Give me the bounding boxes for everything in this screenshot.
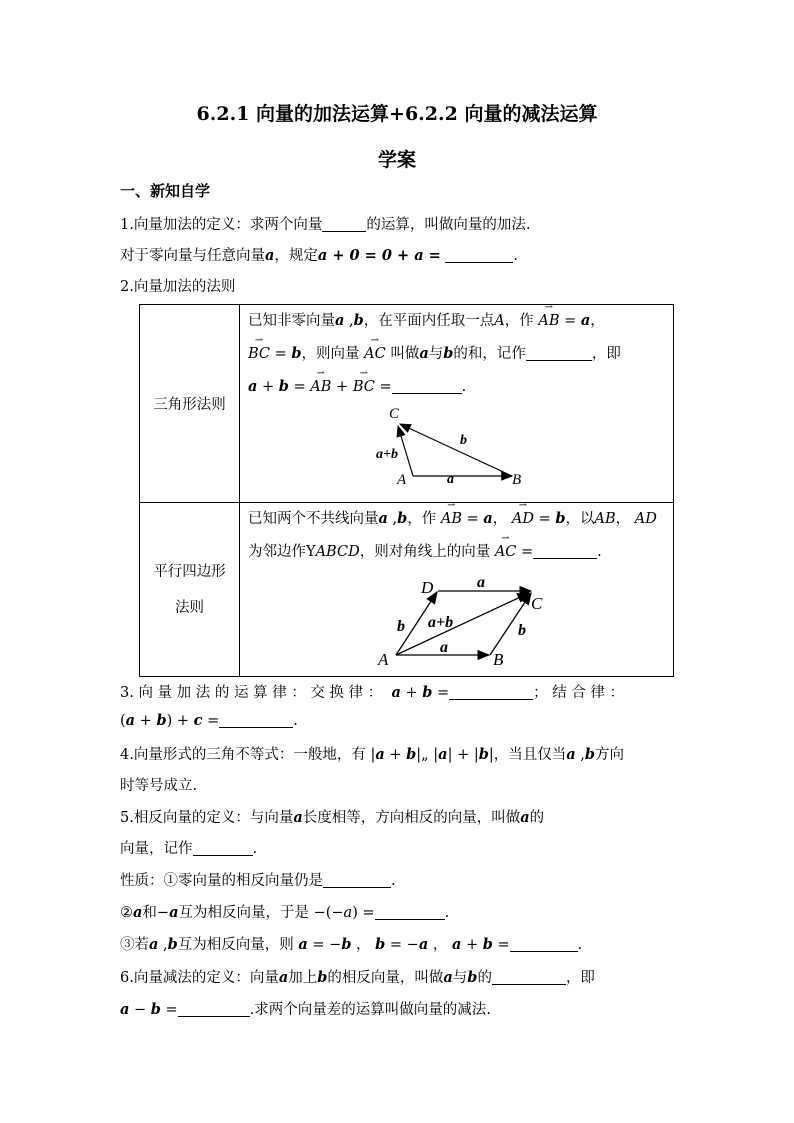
answer-blank[interactable]: [526, 346, 592, 361]
opposite-line-1: 5.相反向量的定义：与向量a长度相等，方向相反的向量，叫做a的: [120, 809, 545, 826]
answer-blank[interactable]: [219, 713, 293, 728]
triangle-line-1: 已知非零向量a ,b，在平面内任取一点A，作 AB ⇀ = a，: [248, 307, 667, 340]
vector-label-a-top: a: [477, 574, 485, 591]
parallelogram-diagram: [371, 571, 571, 671]
answer-blank[interactable]: [533, 544, 597, 559]
vector-label-b: b: [460, 433, 467, 448]
inequality-line-2: 时等号成立.: [120, 778, 198, 794]
vector-label-b-left: b: [397, 618, 405, 635]
answer-blank[interactable]: [323, 873, 391, 888]
vertex-label-a: A: [397, 472, 407, 488]
law-line-2: (a + b) + c = .: [120, 712, 298, 729]
parallelogram-rule-body: [240, 503, 674, 677]
inequality-line-1: 4.向量形式的三角不等式：一般地，有 |a + b|„ |a| + |b|，当且仅当a ,b方向: [120, 746, 625, 763]
subtraction-line-2: a − b = .求两个向量差的运算叫做向量的减法.: [120, 1001, 491, 1018]
triangle-rule-name: 三角形法则: [140, 305, 240, 503]
law-line-1: 3. 向 量 加 法 的 运 算 律 ： 交 换 律 ： a + b = ； 结 合 律 ：: [120, 684, 625, 701]
answer-blank[interactable]: [375, 905, 445, 920]
triangle-line-2: BC ⇀ = b，则向量 AC ⇀ 叫做a与b的和，记作 ，即: [248, 340, 667, 373]
vector-label-a: a: [447, 472, 454, 487]
definition-line-1: 1.向量加法的定义：求两个向量 的运算，叫做向量的加法.: [120, 217, 531, 233]
vertex-label-c: C: [531, 594, 543, 613]
answer-blank[interactable]: [193, 841, 253, 856]
subtraction-line-1: 6.向量减法的定义：向量a加上b的相反向量，叫做a与b的 ，即: [120, 969, 595, 986]
property-line-2: ②a和−a互为相反向量，于是 −(−a) = .: [120, 904, 450, 921]
triangle-line-3: a + b = AB ⇀ + BC ⇀ = .: [248, 373, 667, 406]
property-line-1: 性质：①零向量的相反向量仍是 .: [120, 873, 396, 889]
triangle-diagram: [376, 406, 576, 494]
answer-blank[interactable]: [392, 379, 462, 394]
rules-heading: 2.向量加法的法则: [120, 279, 236, 295]
vertex-label-c: C: [389, 406, 400, 422]
vector-label-b-right: b: [518, 622, 526, 639]
triangle-rule-body: [240, 305, 674, 503]
vertex-label-a: A: [378, 650, 389, 669]
answer-blank[interactable]: [445, 248, 513, 263]
opposite-line-2: 向量，记作 .: [120, 841, 258, 857]
vector-label-a-plus-b: a+b: [376, 447, 398, 462]
page-subtitle: 学案: [377, 149, 416, 171]
vertex-label-b: B: [512, 472, 522, 488]
answer-blank[interactable]: [449, 685, 533, 700]
parallelogram-rule-name: 平行四边形 法则: [140, 503, 240, 677]
vector-label-a-bottom: a: [440, 639, 448, 656]
section-heading: 一、新知自学: [120, 182, 211, 200]
vertex-label-b: B: [493, 650, 504, 669]
answer-blank[interactable]: [322, 217, 366, 232]
vertex-label-d: D: [421, 578, 434, 597]
property-line-3: ③若a ,b互为相反向量，则 a = −b ， b = −a ， a + b = .: [120, 936, 583, 953]
page-title: 6.2.1 向量的加法运算+6.2.2 向量的减法运算: [196, 103, 598, 125]
definition-line-2: 对于零向量与任意向量a，规定a + 0 = 0 + a = .: [120, 247, 519, 264]
addition-rules-table: [139, 304, 674, 677]
parallelogram-line-2: 为邻边作YABCD，则对角线上的向量 AC ⇀ = .: [248, 538, 667, 571]
answer-blank[interactable]: [510, 937, 578, 952]
answer-blank[interactable]: [178, 1002, 250, 1017]
parallelogram-line-1: 已知两个不共线向量a ,b，作 AB ⇀ = a， AD ⇀ = b，以AB， AD: [248, 505, 667, 538]
answer-blank[interactable]: [492, 970, 566, 985]
vector-label-a-plus-b: a+b: [428, 614, 454, 631]
